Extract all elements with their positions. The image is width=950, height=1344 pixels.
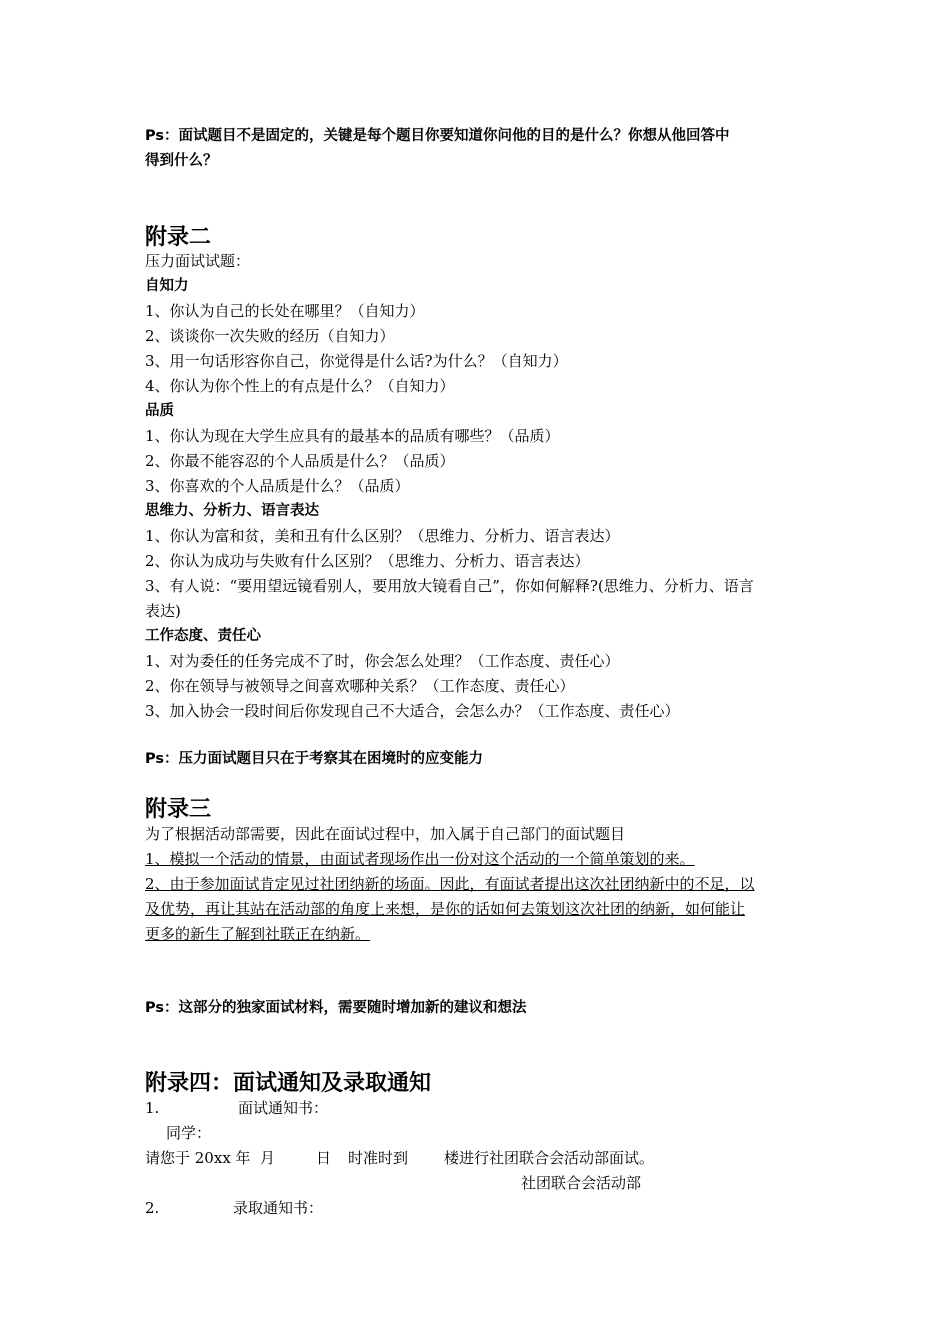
question-item: 1、你认为自己的长处在哪里？（自知力） [145, 302, 425, 320]
notice-1-number: 1. [145, 1099, 160, 1117]
notice-signature: 社团联合会活动部 [521, 1174, 642, 1192]
question-item: 1、你认为富和贫，美和丑有什么区别？（思维力、分析力、语言表达） [145, 527, 620, 545]
question-item: 2、你在领导与被领导之间喜欢哪种关系？（工作态度、责任心） [145, 677, 575, 695]
notice-body-part-a: 请您于 20xx 年 [145, 1149, 251, 1167]
notice-greeting: 同学： [166, 1124, 212, 1142]
section-thinking-heading: 思维力、分析力、语言表达 [145, 503, 319, 519]
notice-2-label: 录取通知书： [233, 1199, 324, 1217]
question-item: 3、你喜欢的个人品质是什么？（品质） [145, 477, 410, 495]
question-item: 3、用一句话形容你自己，你觉得是什么话?为什么？（自知力） [145, 352, 568, 370]
appendix-3-item-2-line2: 及优势，再让其站在活动部的角度上来想，是你的话如何去策划这次社团的纳新，如何能让 [145, 900, 746, 918]
appendix-3-intro: 为了根据活动部需要，因此在面试过程中，加入属于自己部门的面试题目 [145, 825, 626, 843]
question-item: 2、谈谈你一次失败的经历（自知力） [145, 327, 395, 345]
appendix-4-title: 附录四：面试通知及录取通知 [145, 1070, 432, 1096]
appendix-2-title: 附录二 [145, 224, 212, 250]
ps-note-2: Ps：压力面试题目只在于考察其在困境时的应变能力 [145, 751, 484, 767]
question-item-continued: 表达) [145, 602, 181, 620]
section-quality-heading: 品质 [145, 403, 174, 419]
notice-body-part-c: 日 [316, 1149, 332, 1167]
notice-2-number: 2. [145, 1199, 160, 1217]
appendix-2-intro: 压力面试试题： [145, 252, 251, 270]
question-item: 1、对为委任的任务完成不了时，你会怎么处理？（工作态度、责任心） [145, 652, 620, 670]
notice-body-part-d: 时准时到 [348, 1149, 409, 1167]
section-attitude-heading: 工作态度、责任心 [145, 628, 261, 644]
appendix-3-item-2-line3: 更多的新生了解到社联正在纳新。 [145, 925, 371, 943]
notice-body-part-b: 月 [260, 1149, 276, 1167]
question-item: 3、有人说：“要用望远镜看别人，要用放大镜看自己”，你如何解释?(思维力、分析力、语言 [145, 577, 754, 595]
notice-1-label: 面试通知书： [238, 1099, 329, 1117]
appendix-3-item-1: 1、模拟一个活动的情景，由面试者现场作出一份对这个活动的一个简单策划的来。 [145, 850, 695, 868]
notice-body-part-e: 楼进行社团联合会活动部面试。 [444, 1149, 655, 1167]
appendix-3-title: 附录三 [145, 796, 212, 822]
section-self-knowledge-heading: 自知力 [145, 278, 189, 294]
ps-note-1-line2: 得到什么？ [145, 153, 218, 169]
question-item: 2、你认为成功与失败有什么区别？（思维力、分析力、语言表达） [145, 552, 590, 570]
question-item: 1、你认为现在大学生应具有的最基本的品质有哪些？（品质） [145, 427, 560, 445]
ps-note-3: Ps：这部分的独家面试材料，需要随时增加新的建议和想法 [145, 1000, 527, 1016]
question-item: 4、你认为你个性上的有点是什么？（自知力） [145, 377, 455, 395]
appendix-3-item-2-line1: 2、由于参加面试肯定见过社团纳新的场面。因此，有面试者提出这次社团纳新中的不足，以 [145, 875, 755, 893]
question-item: 2、你最不能容忍的个人品质是什么？（品质） [145, 452, 455, 470]
question-item: 3、加入协会一段时间后你发现自己不大适合，会怎么办？（工作态度、责任心） [145, 702, 680, 720]
ps-note-1-line1: Ps：面试题目不是固定的，关键是每个题目你要知道你问他的目的是什么？你想从他回答中 [145, 128, 730, 144]
